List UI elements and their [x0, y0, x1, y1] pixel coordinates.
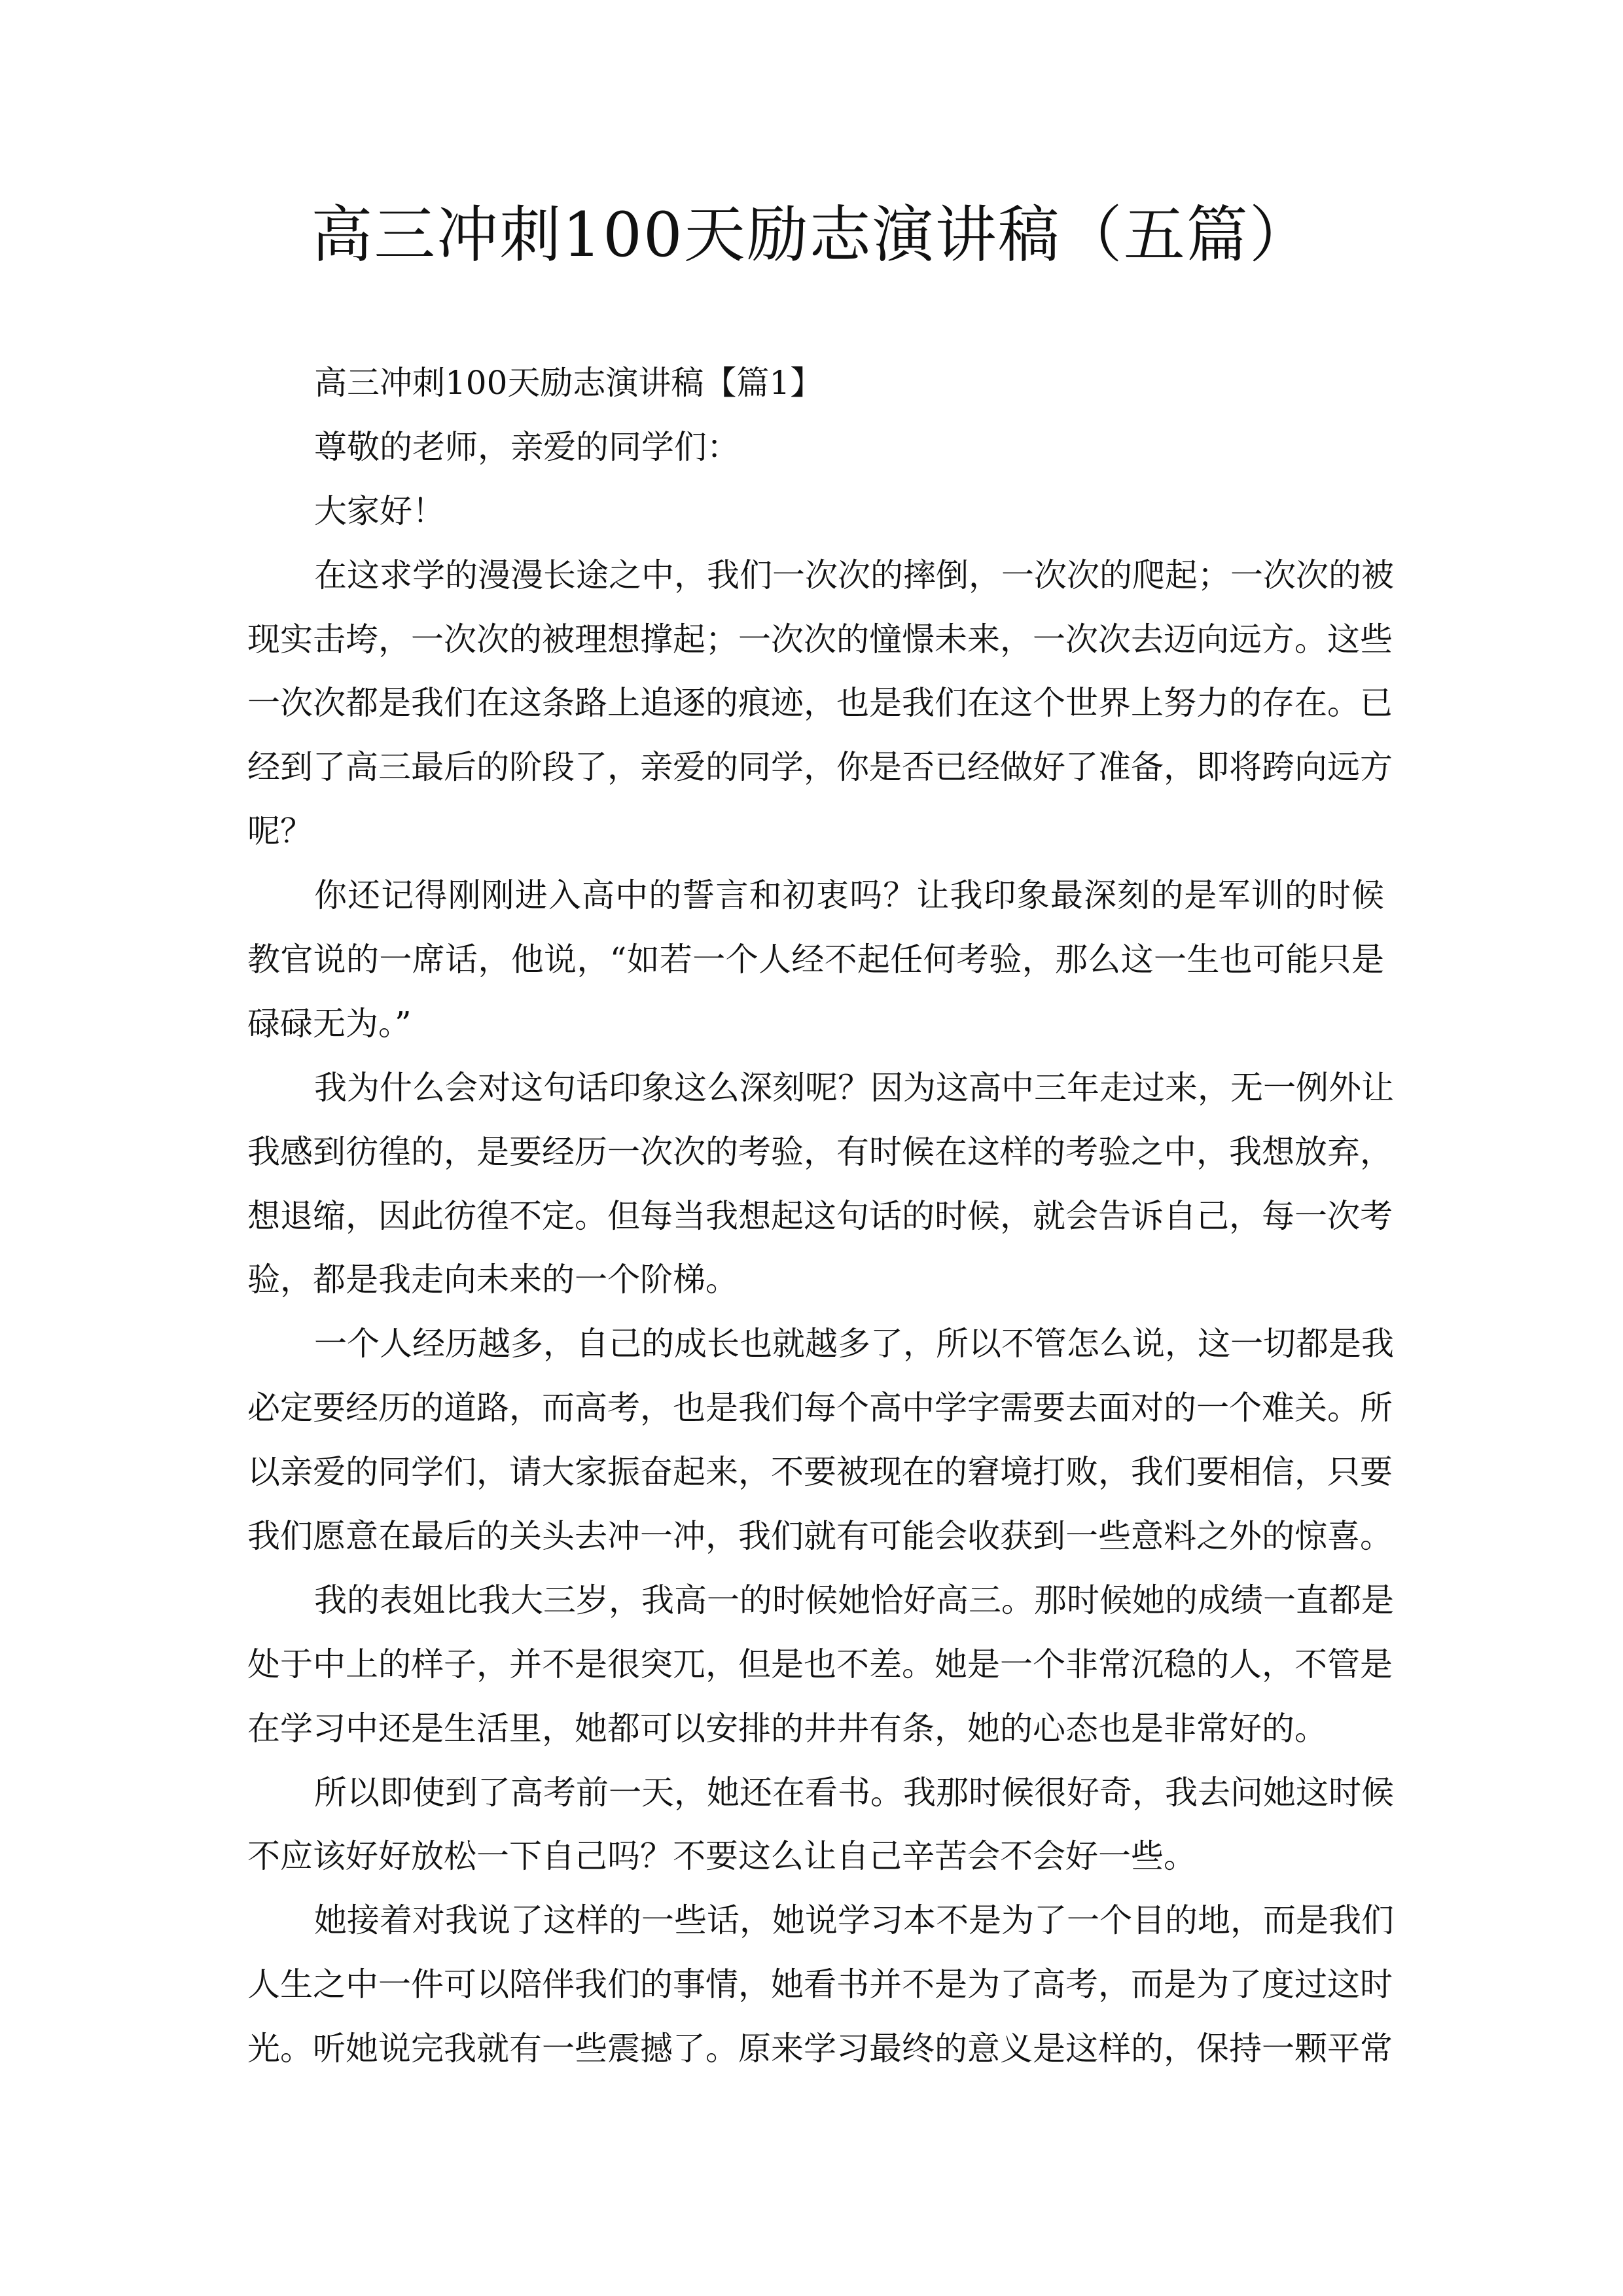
paragraph-line: 呢？ — [247, 812, 313, 851]
paragraph-line: 我为什么会对这句话印象这么深刻呢？因为这高中三年走过来，无一例外让 — [314, 1068, 1394, 1107]
paragraph-line: 我的表姐比我大三岁，我高一的时候她恰好高三。那时候她的成绩一直都是 — [314, 1581, 1394, 1619]
paragraph-line: 现实击垮，一次次的被理想撑起；一次次的憧憬未来，一次次去迈向远方。这些 — [247, 620, 1393, 658]
paragraph-line: 你还记得刚刚进入高中的誓言和初衷吗？让我印象最深刻的是军训的时候 — [314, 876, 1384, 915]
section-heading: 高三冲刺100天励志演讲稿【篇1】 — [314, 364, 823, 402]
paragraph-line: 经到了高三最后的阶段了，亲爱的同学，你是否已经做好了准备，即将跨向远方 — [247, 748, 1393, 787]
paragraph-line: 碌碌无为。” — [247, 1004, 412, 1043]
paragraph-line: 想退缩，因此彷徨不定。但每当我想起这句话的时候，就会告诉自己，每一次考 — [247, 1196, 1393, 1235]
paragraph-line: 在这求学的漫漫长途之中，我们一次次的摔倒，一次次的爬起；一次次的被 — [314, 556, 1394, 594]
paragraph-line: 人生之中一件可以陪伴我们的事情，她看书并不是为了高考，而是为了度过这时 — [247, 1965, 1393, 2004]
paragraph-line: 不应该好好放松一下自己吗？不要这么让自己辛苦会不会好一些。 — [247, 1837, 1196, 1876]
paragraph-line: 验，都是我走向未来的一个阶梯。 — [247, 1261, 738, 1299]
paragraph-line: 一次次都是我们在这条路上追逐的痕迹，也是我们在这个世界上努力的存在。已 — [247, 684, 1393, 723]
paragraph-line: 我们愿意在最后的关头去冲一冲，我们就有可能会收获到一些意料之外的惊喜。 — [247, 1517, 1393, 1556]
paragraph-line: 光。听她说完我就有一些震撼了。原来学习最终的意义是这样的，保持一颗平常 — [247, 2030, 1393, 2068]
paragraph-line: 我感到彷徨的，是要经历一次次的考验，有时候在这样的考验之中，我想放弃， — [247, 1132, 1393, 1171]
paragraph-line: 以亲爱的同学们，请大家振奋起来，不要被现在的窘境打败，我们要相信，只要 — [247, 1453, 1393, 1492]
document-title: 高三冲刺100天励志演讲稿（五篇） — [311, 200, 1312, 271]
paragraph-line: 教官说的一席话，他说，“如若一个人经不起任何考验，那么这一生也可能只是 — [247, 941, 1384, 979]
paragraph-line: 大家好！ — [314, 492, 445, 530]
paragraph-line: 处于中上的样子，并不是很突兀，但是也不差。她是一个非常沉稳的人，不管是 — [247, 1645, 1393, 1683]
paragraph-line: 她接着对我说了这样的一些话，她说学习本不是为了一个目的地，而是我们 — [314, 1901, 1394, 1940]
paragraph-line: 一个人经历越多，自己的成长也就越多了，所以不管怎么说，这一切都是我 — [314, 1325, 1394, 1363]
paragraph-line: 在学习中还是生活里，她都可以安排的井井有条，她的心态也是非常好的。 — [247, 1709, 1327, 1748]
paragraph-line: 必定要经历的道路，而高考，也是我们每个高中学字需要去面对的一个难关。所 — [247, 1389, 1393, 1427]
paragraph-line: 所以即使到了高考前一天，她还在看书。我那时候很好奇，我去问她这时候 — [314, 1773, 1394, 1812]
document-body — [247, 351, 1394, 2081]
paragraph-line: 尊敬的老师，亲爱的同学们： — [314, 427, 740, 466]
